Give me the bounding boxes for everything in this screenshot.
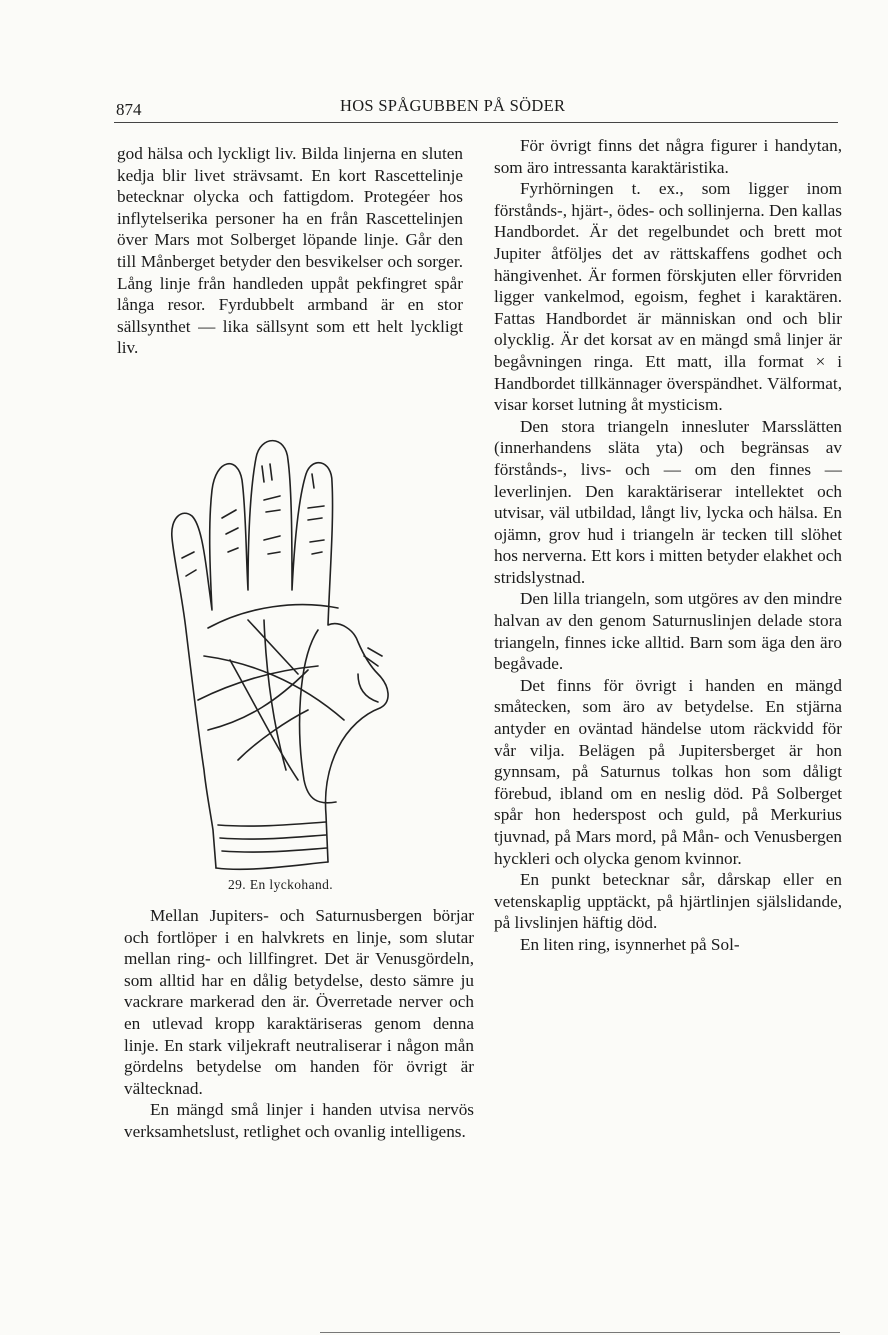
bottom-rule bbox=[320, 1332, 840, 1333]
figure-caption: 29. En lyckohand. bbox=[228, 877, 334, 892]
paragraph: Mellan Jupiters- och Saturnusbergen börjar och fortlöper i en halvkrets en linje, som slutar mellan ring- och lillfingret. Det är Venusgördeln, som alltid har en dålig betydelse, desto sämre ju vackrare markerad den är. Överretade nerver och en utlevad kropp karaktäriseras genom denna linje. En stark viljekraft neutraliserar i någon mån gördelns betydelse om handen för övrigt är vältecknad. bbox=[124, 906, 474, 1098]
finger-mark bbox=[226, 528, 238, 534]
finger-mark bbox=[186, 570, 196, 576]
paragraph: Den stora triangeln innesluter Marsslätten (innerhandens släta yta) och begränsas av förstånds-, livs- och — om den finnes — leverlinjen. Den karaktäriserar intellektet och utvisar, väl utbildad, långt liv, lycka och hälsa. En ojämn, grov hud i triangeln är tecken till slöhet hos nerverna. Ett kors i mitten betyder elakhet och stridslystnad. bbox=[494, 416, 842, 587]
finger-mark bbox=[308, 518, 322, 520]
palm-figure bbox=[168, 430, 438, 880]
paragraph: En liten ring, isynnerhet på Sol- bbox=[520, 934, 740, 954]
right-column bbox=[494, 135, 842, 956]
paragraph: Fyrhörningen t. ex., som ligger inom förstånds-, hjärt-, ödes- och sollinjerna. Den kallas Handbordet. Är det regelbundet och brett mot Jupiter åtföljes det av rättskaffens godhet och hängivenhet. Är formen förskjuten eller förvriden ligger vankelmod, egoism, feghet i karaktären. Fattas Handbordet är människan ond och blir olycklig. Är det korsat av en mängd små linjer är begåvningen ringa. Ett matt, illa format × i Handbordet tillkännager överspändhet. Välformat, visar korset lutning åt mysticism. bbox=[494, 179, 842, 415]
bracelet-line bbox=[220, 835, 326, 839]
finger-mark bbox=[264, 536, 280, 540]
cross-line bbox=[248, 620, 298, 674]
paragraph: En mängd små linjer i handen utvisa nervös verksamhetslust, retlighet och ovanlig intelligens. bbox=[124, 1100, 474, 1141]
finger-mark bbox=[264, 496, 280, 500]
running-head: HOS SPÅGUBBEN PÅ SÖDER bbox=[340, 96, 566, 115]
cross-line bbox=[208, 670, 308, 730]
bracelet-line bbox=[222, 848, 327, 852]
finger-mark bbox=[268, 552, 280, 554]
paragraph: För övrigt finns det några figurer i handytan, som äro intressanta karaktäristika. bbox=[494, 136, 842, 177]
cross-line bbox=[358, 674, 378, 702]
left-column-top bbox=[117, 143, 463, 359]
finger-mark bbox=[312, 552, 322, 554]
paragraph: Den lilla triangeln, som utgöres av den mindre halvan av den genom Saturnuslinjen delade stora triangeln, finnes icke alltid. Barn som äga den äro begåvade. bbox=[494, 589, 842, 674]
finger-mark bbox=[266, 510, 280, 512]
bracelet-line bbox=[218, 822, 326, 826]
finger-mark bbox=[222, 510, 236, 518]
cross-line bbox=[238, 710, 308, 760]
finger-mark bbox=[310, 540, 324, 542]
page-number: 874 bbox=[116, 100, 142, 119]
heart-line bbox=[208, 605, 338, 628]
finger-mark bbox=[182, 552, 194, 558]
sun-line bbox=[264, 620, 286, 770]
finger-mark bbox=[262, 466, 264, 482]
finger-mark bbox=[228, 548, 238, 552]
life-line bbox=[300, 630, 336, 803]
finger-mark bbox=[308, 506, 324, 508]
left-column-bottom bbox=[124, 905, 474, 1143]
header-rule bbox=[114, 122, 838, 123]
fate-line bbox=[230, 660, 298, 780]
finger-mark bbox=[312, 474, 314, 488]
paragraph: Det finns för övrigt i handen en mängd småtecken, som äro av betydelse. En stjärna antyder en oväntad händelse utom räckvidd för vår vilja. Belägen på Jupitersberget är hon gynnsam, på Saturnus tolkas hon som dåligt förebud, ibland om en neslig död. På Solberget spår hon hederspost och guld, på Merkurius tjuvnad, på Mars mord, på Mån- och Venusbergen hyckleri och olycka genom kvinnor. bbox=[494, 675, 842, 868]
thumb-mark bbox=[368, 648, 382, 656]
paragraph: god hälsa och lyckligt liv. Bilda linjerna en sluten kedja blir livet strävsamt. En kort Rascettelinje betecknar olycka och fattigdom. Protegéer hos inflytelserika personer ha en från Rascettelinjen över Mars mot Solberget löpande linje. Går den till Månberget betyder den besvikelser och sorger. Lång linje från handleden uppåt pekfingret spår långa resor. Fyrdubbelt armband är en stor sällsynthet — lika sällsynt som ett helt lyckligt liv. bbox=[117, 144, 463, 358]
wrist-edge bbox=[216, 862, 328, 869]
finger-mark bbox=[270, 464, 272, 480]
hand-illustration bbox=[168, 430, 438, 880]
paragraph: En punkt betecknar sår, dårskap eller en vetenskaplig upptäckt, på hjärtlinjen själslidande, på livslinjen häftig död. bbox=[494, 870, 842, 933]
